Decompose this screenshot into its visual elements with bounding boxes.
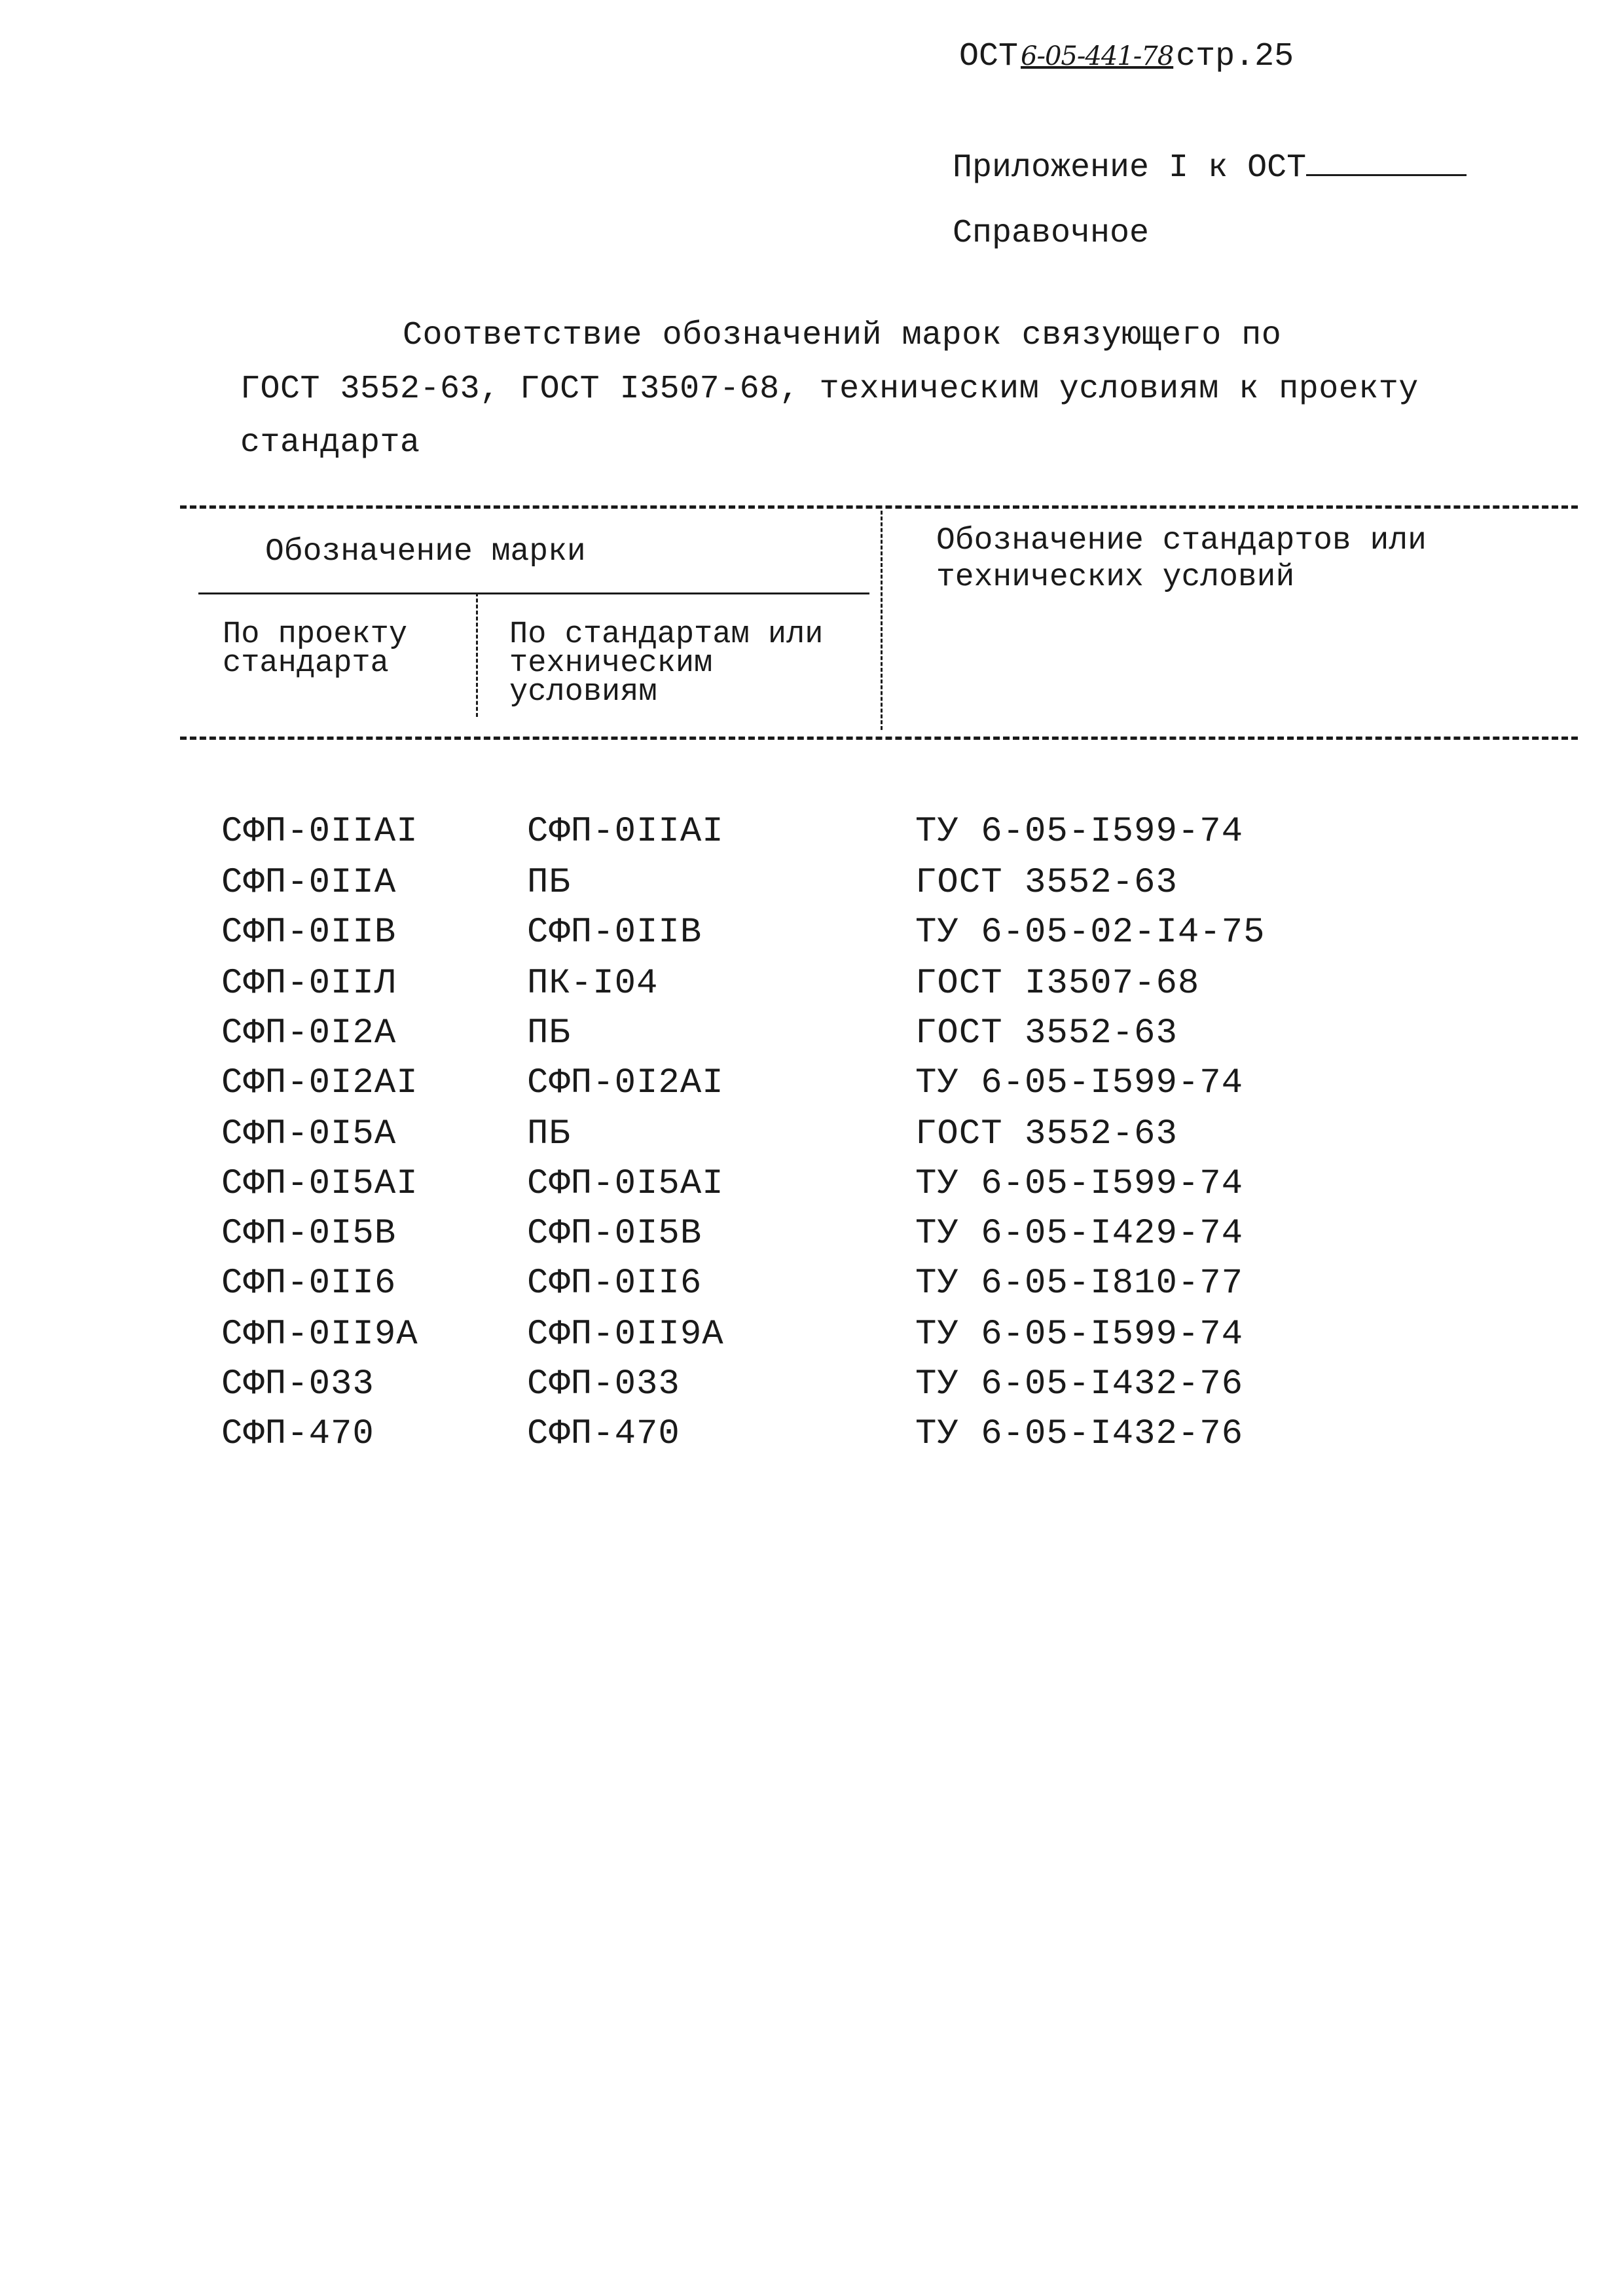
table-cell-standard-grade: СФП-0I5AI: [527, 1164, 724, 1204]
table-top-rule: [180, 505, 1578, 509]
table-cell-project-grade: СФП-470: [221, 1414, 374, 1454]
table-cell-standard-doc: ТУ 6-05-I599-74: [915, 1315, 1244, 1355]
table-cell-project-grade: СФП-0I2AI: [221, 1063, 418, 1103]
appendix-label: [953, 145, 1467, 187]
table-cell-standard-grade: ПБ: [527, 1013, 571, 1053]
table-cell-standard-grade: ПК-I04: [527, 964, 659, 1004]
appendix-blank-line: [1306, 145, 1467, 176]
table-col3-header: Обозначение стандартов или технических условий: [936, 523, 1427, 595]
table-cell-project-grade: СФП-0IIA: [221, 863, 397, 903]
table-cell-project-grade: СФП-0I2A: [221, 1013, 397, 1053]
reference-type: Справочное: [953, 215, 1150, 252]
table-group-underline: [198, 592, 869, 594]
table-cell-standard-grade: СФП-033: [527, 1364, 680, 1404]
table-cell-standard-grade: СФП-0IIB: [527, 913, 702, 953]
table-cell-standard-grade: СФП-470: [527, 1414, 680, 1454]
table-cell-standard-grade: СФП-0II9A: [527, 1315, 724, 1355]
table-col2-header: По стандартам или техническим условиям: [509, 617, 824, 710]
table-header-bottom-rule: [180, 737, 1578, 740]
table-cell-standard-doc: ТУ 6-05-I599-74: [915, 812, 1244, 852]
table-cell-standard-doc: ГОСТ 3552-63: [915, 863, 1178, 903]
table-cell-project-grade: СФП-0II6: [221, 1264, 397, 1303]
table-cell-standard-grade: СФП-0II6: [527, 1264, 702, 1303]
document-title-line-3: стандарта: [240, 424, 420, 462]
document-header: [959, 38, 1294, 75]
table-cell-standard-doc: ТУ 6-05-I432-76: [915, 1414, 1244, 1454]
table-cell-standard-doc: ТУ 6-05-I429-74: [915, 1214, 1244, 1254]
header-standard-code: 6-05-441-78: [1021, 41, 1174, 71]
table-cell-project-grade: СФП-0I5A: [221, 1114, 397, 1154]
appendix-text: Приложение I к ОСТ: [953, 149, 1307, 187]
table-group-header: Обозначение марки: [265, 534, 586, 570]
table-cell-project-grade: СФП-0I5AI: [221, 1164, 418, 1204]
table-cell-standard-doc: ТУ 6-05-I432-76: [915, 1364, 1244, 1404]
table-cell-standard-doc: ГОСТ 3552-63: [915, 1013, 1178, 1053]
table-cell-project-grade: СФП-0IIЛ: [221, 964, 397, 1004]
header-page-number: стр.25: [1176, 38, 1294, 75]
table-col1-header: По проекту стандарта: [223, 617, 408, 681]
table-cell-standard-doc: ТУ 6-05-I810-77: [915, 1264, 1244, 1303]
table-cell-standard-doc: ГОСТ I3507-68: [915, 964, 1200, 1004]
table-cell-project-grade: СФП-0IIB: [221, 913, 397, 953]
document-title-line-2: ГОСТ 3552-63, ГОСТ I3507-68, техническим условиям к проекту: [240, 371, 1419, 408]
table-cell-standard-doc: ТУ 6-05-02-I4-75: [915, 913, 1266, 953]
table-cell-project-grade: СФП-0IIAI: [221, 812, 418, 852]
table-cell-standard-doc: ГОСТ 3552-63: [915, 1114, 1178, 1154]
table-cell-project-grade: СФП-0II9A: [221, 1315, 418, 1355]
header-prefix: ОСТ: [959, 38, 1019, 75]
document-title-line-1: Соответствие обозначений марок связующего по: [403, 317, 1282, 354]
table-cell-standard-doc: ТУ 6-05-I599-74: [915, 1063, 1244, 1103]
table-cell-project-grade: СФП-0I5B: [221, 1214, 397, 1254]
table-cell-standard-grade: ПБ: [527, 1114, 571, 1154]
table-cell-standard-grade: ПБ: [527, 863, 571, 903]
table-cell-standard-doc: ТУ 6-05-I599-74: [915, 1164, 1244, 1204]
table-col-separator-right: [881, 511, 883, 730]
table-cell-standard-grade: СФП-0I5B: [527, 1214, 702, 1254]
table-cell-project-grade: СФП-033: [221, 1364, 374, 1404]
table-cell-standard-grade: СФП-0IIAI: [527, 812, 724, 852]
table-col-separator-middle: [476, 592, 478, 717]
table-cell-standard-grade: СФП-0I2AI: [527, 1063, 724, 1103]
